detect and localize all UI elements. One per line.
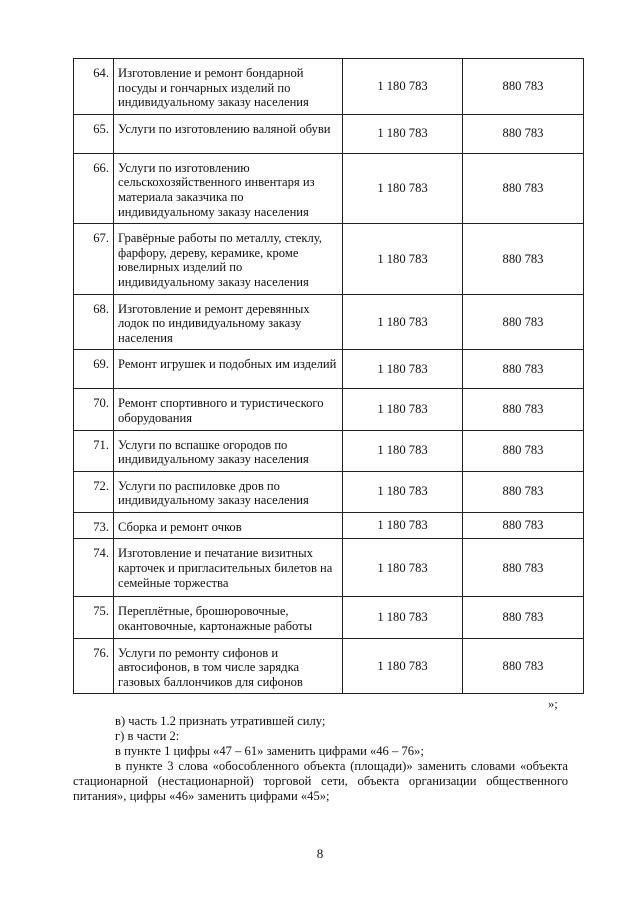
paragraph-g: г) в части 2: bbox=[115, 729, 180, 743]
table-row bbox=[74, 59, 584, 115]
row-description: Услуги по распиловке дров по индивидуальному заказу населения bbox=[114, 471, 343, 512]
row-value-1: 1 180 783 bbox=[343, 638, 463, 694]
row-value-2: 880 783 bbox=[463, 430, 584, 471]
row-value-2: 880 783 bbox=[463, 59, 584, 115]
row-number: 70. bbox=[74, 389, 114, 430]
row-number: 71. bbox=[74, 430, 114, 471]
row-value-1: 1 180 783 bbox=[343, 224, 463, 294]
row-value-2: 880 783 bbox=[463, 539, 584, 597]
row-value-2: 880 783 bbox=[463, 294, 584, 350]
row-value-2: 880 783 bbox=[463, 350, 584, 389]
row-value-1: 1 180 783 bbox=[343, 350, 463, 389]
row-number: 72. bbox=[74, 471, 114, 512]
row-description: Переплётные, брошюровочные, окантовочные, картонажные работы bbox=[114, 597, 343, 638]
row-description: Ремонт спортивного и туристического оборудования bbox=[114, 389, 343, 430]
row-description: Изготовление и печатание визитных карточек и пригласительных билетов на семейные торжества bbox=[114, 539, 343, 597]
closing-quote: »; bbox=[548, 697, 558, 711]
rates-table-body bbox=[74, 59, 584, 694]
table-row bbox=[74, 430, 584, 471]
paragraph-point-3: в пункте 3 слова «обособленного объекта (площади)» заменить словами «объекта стационарной (нестационарной) торговой сети, объекта организации общественного питания», цифры «46» заменить цифрами «45»; bbox=[73, 759, 568, 803]
paragraph-v: в) часть 1.2 признать утратившей силу; bbox=[115, 714, 326, 728]
row-value-2: 880 783 bbox=[463, 389, 584, 430]
row-description: Услуги по ремонту сифонов и автосифонов, в том числе зарядка газовых баллончиков для сифонов bbox=[114, 638, 343, 694]
row-value-1: 1 180 783 bbox=[343, 389, 463, 430]
row-value-1: 1 180 783 bbox=[343, 512, 463, 539]
rates-table bbox=[73, 58, 584, 694]
row-value-2: 880 783 bbox=[463, 153, 584, 223]
table-row bbox=[74, 114, 584, 153]
row-description: Услуги по изготовлению сельскохозяйственного инвентаря из материала заказчика по индивидуальному заказу населения bbox=[114, 153, 343, 223]
table-row bbox=[74, 153, 584, 223]
row-number: 65. bbox=[74, 114, 114, 153]
row-value-1: 1 180 783 bbox=[343, 114, 463, 153]
row-number: 75. bbox=[74, 597, 114, 638]
row-description: Услуги по изготовлению валяной обуви bbox=[114, 114, 343, 153]
row-number: 74. bbox=[74, 539, 114, 597]
row-number: 76. bbox=[74, 638, 114, 694]
row-value-2: 880 783 bbox=[463, 114, 584, 153]
table-row bbox=[74, 389, 584, 430]
row-value-1: 1 180 783 bbox=[343, 294, 463, 350]
row-value-1: 1 180 783 bbox=[343, 153, 463, 223]
table-row bbox=[74, 638, 584, 694]
row-number: 64. bbox=[74, 59, 114, 115]
row-value-1: 1 180 783 bbox=[343, 597, 463, 638]
row-value-2: 880 783 bbox=[463, 638, 584, 694]
row-description: Услуги по вспашке огородов по индивидуальному заказу населения bbox=[114, 430, 343, 471]
row-description: Изготовление и ремонт деревянных лодок по индивидуальному заказу населения bbox=[114, 294, 343, 350]
table-row bbox=[74, 224, 584, 294]
table-row bbox=[74, 350, 584, 389]
row-value-2: 880 783 bbox=[463, 224, 584, 294]
row-number: 66. bbox=[74, 153, 114, 223]
row-description: Ремонт игрушек и подобных им изделий bbox=[114, 350, 343, 389]
row-number: 67. bbox=[74, 224, 114, 294]
row-description: Изготовление и ремонт бондарной посуды и гончарных изделий по индивидуальному заказу населения bbox=[114, 59, 343, 115]
row-value-2: 880 783 bbox=[463, 597, 584, 638]
table-row bbox=[74, 539, 584, 597]
row-value-2: 880 783 bbox=[463, 512, 584, 539]
row-value-1: 1 180 783 bbox=[343, 471, 463, 512]
table-row bbox=[74, 294, 584, 350]
table-row bbox=[74, 471, 584, 512]
row-description: Гравёрные работы по металлу, стеклу, фарфору, дереву, керамике, кроме ювелирных изделий по индивидуальному заказу населения bbox=[114, 224, 343, 294]
table-row bbox=[74, 512, 584, 539]
row-value-1: 1 180 783 bbox=[343, 430, 463, 471]
page-number: 8 bbox=[316, 846, 324, 861]
paragraph-point-1: в пункте 1 цифры «47 – 61» заменить цифрами «46 – 76»; bbox=[115, 744, 424, 758]
row-value-2: 880 783 bbox=[463, 471, 584, 512]
table-row bbox=[74, 597, 584, 638]
row-number: 69. bbox=[74, 350, 114, 389]
row-number: 68. bbox=[74, 294, 114, 350]
row-value-1: 1 180 783 bbox=[343, 59, 463, 115]
row-number: 73. bbox=[74, 512, 114, 539]
row-value-1: 1 180 783 bbox=[343, 539, 463, 597]
row-description: Сборка и ремонт очков bbox=[114, 512, 343, 539]
